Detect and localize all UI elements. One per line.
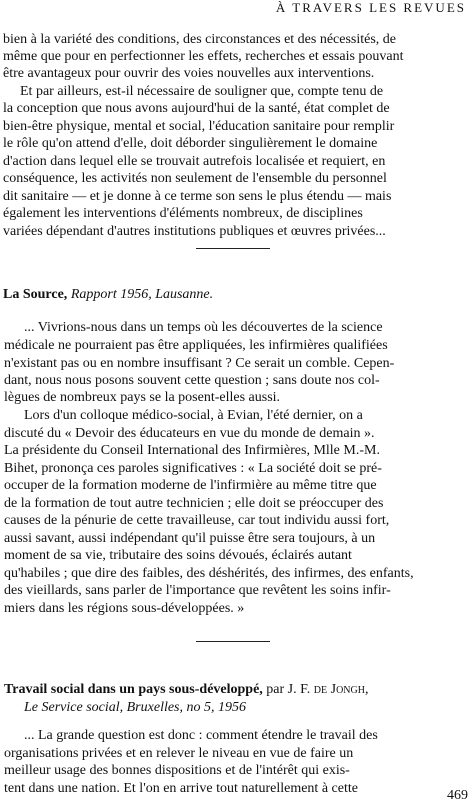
text-line: médicale ne pourraient pas être appliquées, les infirmières qualifiées [4, 338, 388, 353]
text-line: également les interventions d'éléments nombreux, de disciplines [3, 206, 363, 221]
article-headline: Travail social dans un pays sous-développé, [4, 682, 263, 697]
text-line: causes de la pénurie de cette travailleuse, car tout individu aussi fort, [4, 513, 390, 528]
text-line: des vieillards, sans parler de l'importance que revêtent les soins infir- [4, 583, 391, 598]
article-source: Le Service social, Bruxelles, no 5, 1956 [24, 700, 247, 715]
text-line: la conception que nous avons aujourd'hui de la santé, état complet de [3, 101, 390, 116]
text-line: Et par ailleurs, est-il nécessaire de souligner que, compte tenu de [20, 84, 384, 99]
text-line: meilleur usage des bonnes dispositions et de l'intérêt qui exis- [4, 763, 350, 778]
text-line: occuper de la formation moderne de l'infirmière au même titre que [4, 478, 377, 493]
text-line: moment de sa vie, tributaire des soins dévoués, éclairés autant [4, 548, 352, 563]
text-line: discuté du « Devoir des éducateurs en vue du monde de demain ». [4, 426, 375, 441]
text-line: La présidente du Conseil International des Infirmières, Mlle M.-M. [4, 443, 380, 458]
section-separator [196, 248, 270, 249]
article-byline: par J. F. [266, 682, 311, 697]
journal-name: La Source, [3, 287, 68, 302]
page-number: 469 [447, 788, 468, 803]
text-line: ... Vivrions-nous dans un temps où les découvertes de la science [24, 320, 383, 335]
article-title [3, 287, 213, 303]
text-line: d'action dans lequel elle se trouvait autrefois localisée et requiert, en [3, 154, 386, 169]
text-line: qu'habiles ; que dire des faibles, des déshérités, des infirmes, des enfants, [4, 566, 414, 581]
text-line: être avantageux pour ouvrir des voies nouvelles aux interventions. [3, 66, 375, 81]
text-line: Bihet, prononça ces paroles significatives : « La société doit se pré- [4, 461, 382, 476]
text-line: dant, nous nous posons souvent cette question ; sans doute nos col- [4, 373, 380, 388]
text-line: de la formation de tout autre technicien ; elle doit se préoccuper des [4, 496, 384, 511]
text-line: Lors d'un colloque médico-social, à Evian, l'été dernier, on a [24, 408, 363, 423]
article-source: Rapport 1956, Lausanne. [70, 287, 214, 302]
text-line: dit sanitaire — et je donne à ce terme son sens le plus étendu — mais [3, 189, 392, 204]
text-line: ... La grande question est donc : comment étendre le travail des [24, 728, 378, 743]
text-line: miers dans les régions sous-développées. » [4, 601, 245, 616]
article-author: de Jongh, [313, 682, 369, 697]
text-line: tent dans une nation. Et l'on en arrive tout naturellement à cette [4, 781, 358, 796]
text-line: n'existant pas ou en nombre insuffisant ? Ce serait un comble. Cepen- [4, 356, 395, 371]
text-line: conséquence, les activités non seulement de l'ensemble du personnel [3, 171, 387, 186]
text-line: lègues de nombreux pays se la posent-elles aussi. [4, 390, 281, 405]
text-line: organisations privées et en relever le niveau en vue de faire un [4, 746, 354, 761]
text-line: le rôle qu'on attend d'elle, doit déborder singulièrement le domaine [3, 136, 378, 151]
text-line: bien-être physique, mental et social, l'éducation sanitaire pour remplir [3, 119, 395, 134]
text-line: bien à la variété des conditions, des circonstances et des nécessités, de [3, 32, 397, 47]
text-line: aussi savant, aussi indépendant qu'il puisse être sera toujours, à un [4, 531, 376, 546]
running-header: À TRAVERS LES REVUES [275, 0, 466, 15]
section-separator [196, 641, 270, 642]
text-line: variées dépendant d'autres institutions publiques et œuvres privées... [3, 224, 386, 239]
text-line: même que pour en perfectionner les effets, recherches et essais pouvant [3, 49, 404, 64]
article-title [4, 682, 368, 698]
